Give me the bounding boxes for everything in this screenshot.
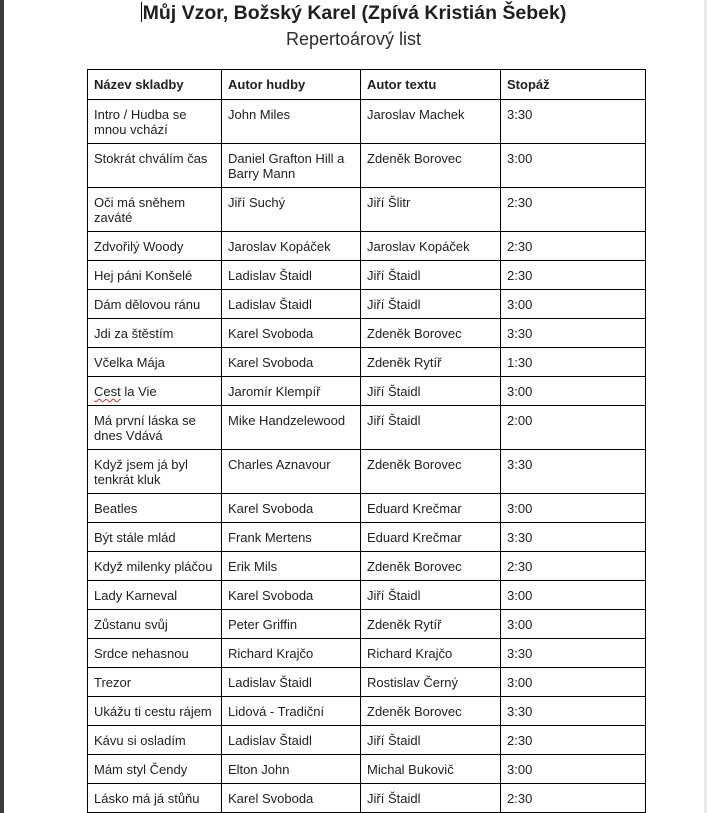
- music-author-cell[interactable]: Karel Svoboda: [222, 494, 361, 523]
- song-name-cell[interactable]: Lásko má já stůňu: [88, 784, 222, 813]
- table-row: [88, 726, 646, 755]
- table-row: [88, 406, 646, 450]
- duration-cell[interactable]: 3:00: [501, 377, 646, 406]
- music-author-cell[interactable]: Peter Griffin: [222, 610, 361, 639]
- music-author-cell[interactable]: Frank Mertens: [222, 523, 361, 552]
- table-row: [88, 450, 646, 494]
- lyrics-author-cell[interactable]: Jiří Štaidl: [361, 581, 501, 610]
- song-name-cell[interactable]: Hej páni Konšelé: [88, 261, 222, 290]
- lyrics-author-cell[interactable]: Rostislav Černý: [361, 668, 501, 697]
- lyrics-author-cell[interactable]: Zdeněk Borovec: [361, 144, 501, 188]
- duration-cell[interactable]: 2:30: [501, 784, 646, 813]
- lyrics-author-cell[interactable]: Richard Krajčo: [361, 639, 501, 668]
- duration-cell[interactable]: 2:00: [501, 406, 646, 450]
- music-author-cell[interactable]: Erik Mils: [222, 552, 361, 581]
- duration-cell[interactable]: 3:00: [501, 144, 646, 188]
- table-row: [88, 639, 646, 668]
- song-name-cell[interactable]: Trezor: [88, 668, 222, 697]
- lyrics-author-cell[interactable]: Zdeněk Borovec: [361, 319, 501, 348]
- song-name-cell[interactable]: Mám styl Čendy: [88, 755, 222, 784]
- song-name-cell[interactable]: Když milenky pláčou: [88, 552, 222, 581]
- header-music-author[interactable]: Autor hudby: [222, 70, 361, 100]
- duration-cell[interactable]: 3:30: [501, 450, 646, 494]
- table-row: [88, 784, 646, 813]
- duration-cell[interactable]: 2:30: [501, 552, 646, 581]
- music-author-cell[interactable]: Elton John: [222, 755, 361, 784]
- table-row: [88, 581, 646, 610]
- header-song-name[interactable]: Název skladby: [88, 70, 222, 100]
- lyrics-author-cell[interactable]: Jiří Štaidl: [361, 261, 501, 290]
- duration-cell[interactable]: 2:30: [501, 232, 646, 261]
- duration-cell[interactable]: 2:30: [501, 726, 646, 755]
- song-name-cell[interactable]: Intro / Hudba se mnou vchází: [88, 100, 222, 144]
- song-name-cell[interactable]: Zůstanu svůj: [88, 610, 222, 639]
- music-author-cell[interactable]: Ladislav Štaidl: [222, 668, 361, 697]
- table-row: [88, 100, 646, 144]
- music-author-cell[interactable]: Karel Svoboda: [222, 581, 361, 610]
- duration-cell[interactable]: 3:00: [501, 581, 646, 610]
- table-row: [88, 232, 646, 261]
- lyrics-author-cell[interactable]: Jiří Šlitr: [361, 188, 501, 232]
- song-name-cell[interactable]: Když jsem já byl tenkrát kluk: [88, 450, 222, 494]
- table-row: [88, 261, 646, 290]
- table-row: [88, 523, 646, 552]
- repertoire-table: [87, 69, 646, 813]
- song-name-cell[interactable]: Stokrát chválím čas: [88, 144, 222, 188]
- table-row: [88, 377, 646, 406]
- music-author-cell[interactable]: Ladislav Štaidl: [222, 290, 361, 319]
- music-author-cell[interactable]: Jiří Suchý: [222, 188, 361, 232]
- music-author-cell[interactable]: Ladislav Štaidl: [222, 261, 361, 290]
- music-author-cell[interactable]: Karel Svoboda: [222, 348, 361, 377]
- duration-cell[interactable]: 3:30: [501, 697, 646, 726]
- music-author-cell[interactable]: Daniel Grafton Hill a Barry Mann: [222, 144, 361, 188]
- header-duration[interactable]: Stopáž: [501, 70, 646, 100]
- song-name-cell[interactable]: Oči má sněhem zaváté: [88, 188, 222, 232]
- lyrics-author-cell[interactable]: Jiří Štaidl: [361, 784, 501, 813]
- lyrics-author-cell[interactable]: Michal Bukovič: [361, 755, 501, 784]
- song-name-cell[interactable]: Jdi za štěstím: [88, 319, 222, 348]
- music-author-cell[interactable]: Karel Svoboda: [222, 784, 361, 813]
- music-author-cell[interactable]: Mike Handzelewood: [222, 406, 361, 450]
- duration-cell[interactable]: 3:00: [501, 755, 646, 784]
- document-title-line[interactable]: [0, 2, 707, 25]
- table-body: [88, 100, 646, 813]
- duration-cell[interactable]: 2:30: [501, 188, 646, 232]
- music-author-cell[interactable]: Ladislav Štaidl: [222, 726, 361, 755]
- duration-cell[interactable]: 3:30: [501, 319, 646, 348]
- song-name-cell[interactable]: Dám dělovou ránu: [88, 290, 222, 319]
- lyrics-author-cell[interactable]: Zdeněk Borovec: [361, 450, 501, 494]
- header-lyrics-author[interactable]: Autor textu: [361, 70, 501, 100]
- duration-cell[interactable]: 3:00: [501, 494, 646, 523]
- duration-cell[interactable]: 3:30: [501, 639, 646, 668]
- duration-cell[interactable]: 3:30: [501, 100, 646, 144]
- lyrics-author-cell[interactable]: Jaroslav Kopáček: [361, 232, 501, 261]
- table-row: [88, 697, 646, 726]
- table-row: [88, 319, 646, 348]
- spellcheck-marked-word[interactable]: Cest: [94, 384, 121, 399]
- lyrics-author-cell[interactable]: Jiří Štaidl: [361, 406, 501, 450]
- document-title[interactable]: Můj Vzor, Božský Karel (Zpívá Kristián Šebek): [142, 2, 567, 24]
- table-row: [88, 188, 646, 232]
- song-name-cell[interactable]: Být stále mlád: [88, 523, 222, 552]
- table-row: [88, 348, 646, 377]
- duration-cell[interactable]: 3:30: [501, 523, 646, 552]
- lyrics-author-cell[interactable]: Zdeněk Borovec: [361, 552, 501, 581]
- table-row: [88, 144, 646, 188]
- song-name-cell[interactable]: Ukážu ti cestu rájem: [88, 697, 222, 726]
- table-row: [88, 494, 646, 523]
- song-name-cell[interactable]: Zdvořilý Woody: [88, 232, 222, 261]
- lyrics-author-cell[interactable]: Zdeněk Borovec: [361, 697, 501, 726]
- table-row: [88, 755, 646, 784]
- song-name-cell[interactable]: Lady Karneval: [88, 581, 222, 610]
- music-author-cell[interactable]: Jaromír Klempíř: [222, 377, 361, 406]
- text-cursor: [141, 2, 142, 22]
- music-author-cell[interactable]: Lidová - Tradiční: [222, 697, 361, 726]
- table-header-row: [88, 70, 646, 100]
- lyrics-author-cell[interactable]: Jiří Štaidl: [361, 377, 501, 406]
- duration-cell[interactable]: 1:30: [501, 348, 646, 377]
- lyrics-author-cell[interactable]: Eduard Krečmar: [361, 523, 501, 552]
- song-name-cell[interactable]: Cest la Vie: [88, 377, 222, 406]
- table-row: [88, 610, 646, 639]
- table-row: [88, 552, 646, 581]
- lyrics-author-cell[interactable]: Zdeněk Rytíř: [361, 610, 501, 639]
- lyrics-author-cell[interactable]: Zdeněk Rytíř: [361, 348, 501, 377]
- music-author-cell[interactable]: John Miles: [222, 100, 361, 144]
- lyrics-author-cell[interactable]: Eduard Krečmar: [361, 494, 501, 523]
- table-row: [88, 290, 646, 319]
- duration-cell[interactable]: 3:00: [501, 610, 646, 639]
- duration-cell[interactable]: 3:00: [501, 668, 646, 697]
- duration-cell[interactable]: 3:00: [501, 290, 646, 319]
- song-name-cell[interactable]: Má první láska se dnes Vdává: [88, 406, 222, 450]
- song-name-cell[interactable]: Srdce nehasnou: [88, 639, 222, 668]
- music-author-cell[interactable]: Richard Krajčo: [222, 639, 361, 668]
- music-author-cell[interactable]: Charles Aznavour: [222, 450, 361, 494]
- song-name-cell[interactable]: Včelka Mája: [88, 348, 222, 377]
- document-subtitle[interactable]: Repertoárový list: [285, 29, 422, 49]
- table-row: [88, 668, 646, 697]
- song-name-cell[interactable]: Beatles: [88, 494, 222, 523]
- lyrics-author-cell[interactable]: Jiří Štaidl: [361, 726, 501, 755]
- lyrics-author-cell[interactable]: Jiří Štaidl: [361, 290, 501, 319]
- window-left-edge: [0, 0, 4, 813]
- song-name-cell[interactable]: Kávu si osladím: [88, 726, 222, 755]
- music-author-cell[interactable]: Jaroslav Kopáček: [222, 232, 361, 261]
- duration-cell[interactable]: 2:30: [501, 261, 646, 290]
- lyrics-author-cell[interactable]: Jaroslav Machek: [361, 100, 501, 144]
- music-author-cell[interactable]: Karel Svoboda: [222, 319, 361, 348]
